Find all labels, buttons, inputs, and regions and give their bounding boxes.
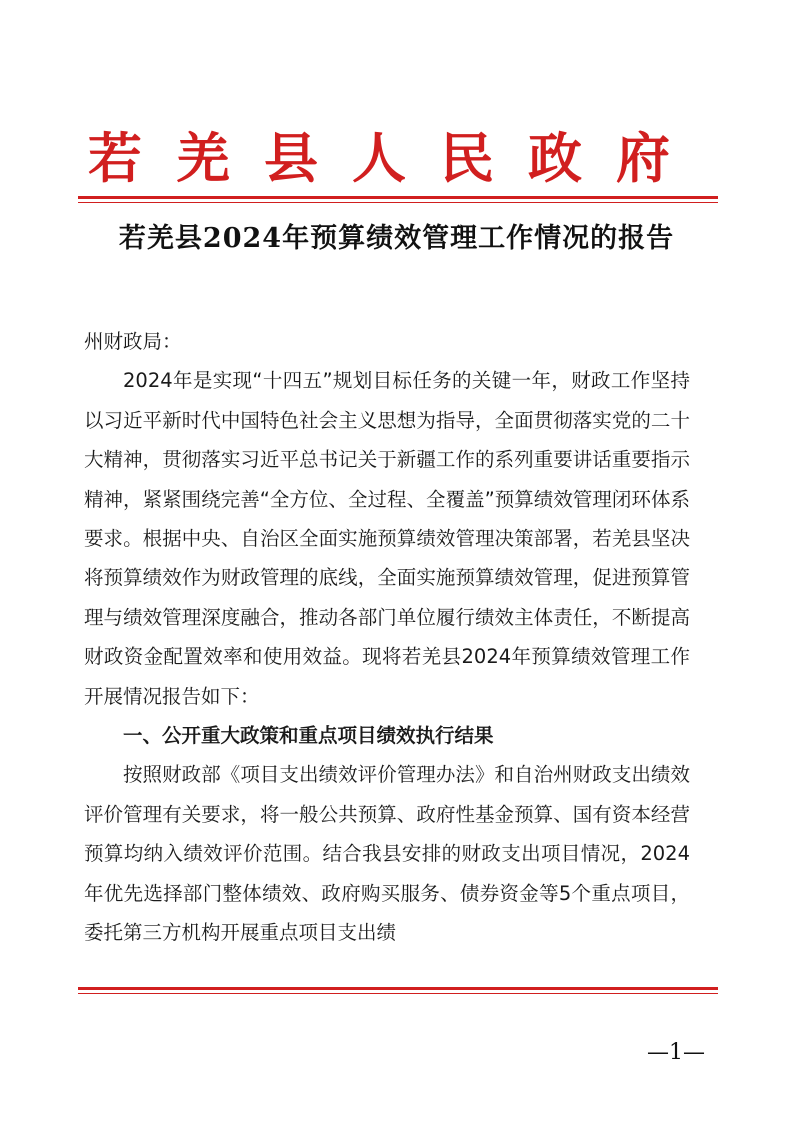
paragraph-intro: 2024年是实现“十四五”规划目标任务的关键一年，财政工作坚持以习近平新时代中国特色社会主义思想为指导，全面贯彻落实党的二十大精神，贯彻落实习近平总书记关于新疆工作的系列重要讲话重要指示精神，紧紧围绕完善“全方位、全过程、全覆盖”预算绩效管理闭环体系要求。根据中央、自治区全面实施预算绩效管理决策部署，若羌县坚决将预算绩效作为财政管理的底线，全面实施预算绩效管理，促进预算管理与绩效管理深度融合，推动各部门单位履行绩效主体责任，不断提高财政资金配置效率和使用效益。现将若羌县2024年预算绩效管理工作开展情况报告如下： xyxy=(84,369,690,708)
paragraph-section-1: 按照财政部《项目支出绩效评价管理办法》和自治州财政支出绩效评价管理有关要求，将一般公共预算、政府性基金预算、国有资本经营预算均纳入绩效评价范围。结合我县安排的财政支出项目情况，2024年优先选择部门整体绩效、政府购买服务、债券资金等5个重点项目，委托第三方机构开展重点项目支出绩 xyxy=(84,763,690,945)
section-heading-1: 一、公开重大政策和重点项目绩效执行结果 xyxy=(123,724,494,748)
document-body xyxy=(84,322,690,953)
footer-red-rule-thin xyxy=(78,993,718,994)
agency-masthead: 若羌县人民政府 xyxy=(88,126,704,190)
salutation: 州财政局： xyxy=(84,330,182,353)
page-number: —1— xyxy=(647,1040,705,1065)
document-title: 若羌县2024年预算绩效管理工作情况的报告 xyxy=(118,223,675,254)
masthead-red-rule-thin xyxy=(78,202,718,203)
masthead-red-rule xyxy=(78,196,718,199)
footer-red-rule xyxy=(78,987,718,990)
